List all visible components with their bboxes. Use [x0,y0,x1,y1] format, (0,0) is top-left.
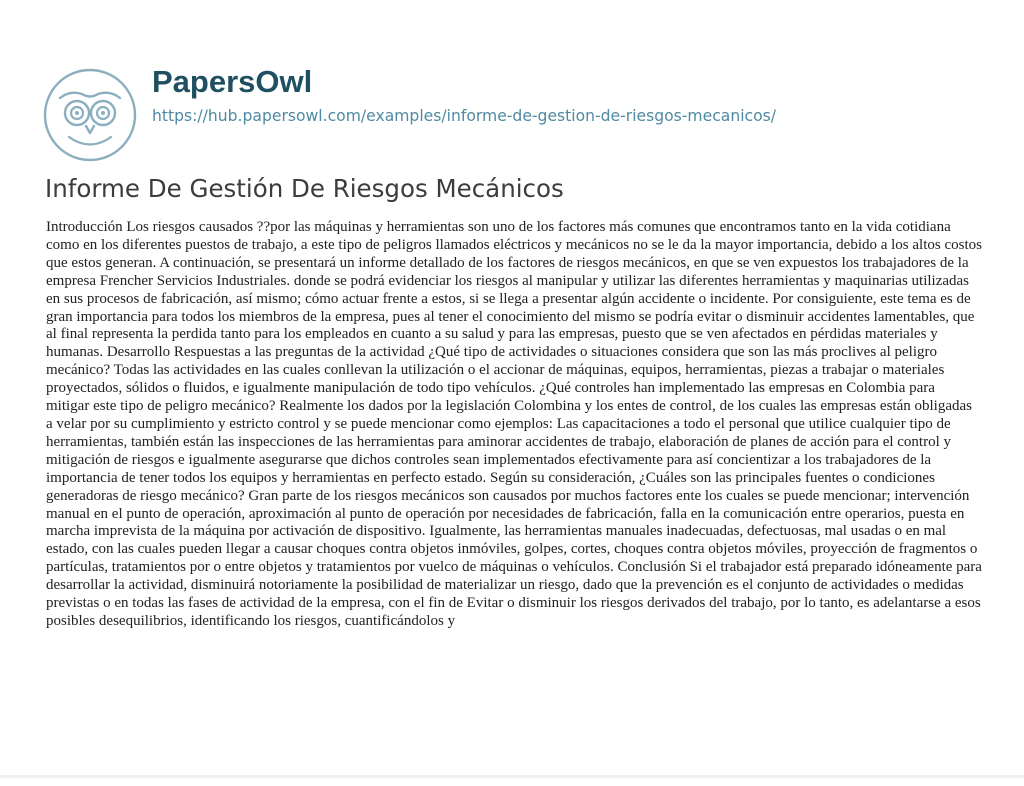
document-title: Informe De Gestión De Riesgos Mecánicos [45,174,564,203]
owl-logo-icon [43,68,137,162]
document-body-text: Introducción Los riesgos causados ??por las máquinas y herramientas son uno de los factores más comunes que encontramos tanto en la vida cotidiana como en los diferentes puestos de trabajo, a este tipo de peligros llamados eléctricos y mecánicos no se le da la mayor importancia, debido a los altos costos que estos generan. A continuación, se presentará un informe detallado de los factores de riesgos mecánicos, en que se ven expuestos los trabajadores de la empresa Frencher Servicios Industriales. donde se podrá evidenciar los riesgos al manipular y utilizar las diferentes herramientas y maquinarias utilizadas en sus procesos de fabricación, así mismo; cómo actuar frente a estos, si se llega a presentar algún accidente o incidente. Por consiguiente, este tema es de gran importancia para todos los miembros de la empresa, pues al tener el conocimiento del mismo se podría evitar o disminuir accidentes lamentables, que al final representa la perdida tanto para los empleados en cuanto a su salud y para las empresas, puesto que se ven afectados en pérdidas materiales y humanas. Desarrollo Respuestas a las preguntas de la actividad ¿Qué tipo de actividades o situaciones considera que son las más proclives al peligro mecánico? Todas las actividades en las cuales conllevan la utilización o el accionar de máquinas, equipos, herramientas, piezas a trabajar o materiales proyectados, sólidos o fluidos, e igualmente manipulación de todo tipo vehículos. ¿Qué controles han implementado las empresas en Colombia para mitigar este tipo de peligro mecánico? Realmente los dados por la legislación Colombina y los entes de control, de los cuales las empresas están obligadas a velar por su cumplimiento y estricto control y se puede mencionar como ejemplos: Las capacitaciones a todo el personal que utilice cualquier tipo de herramientas, también están las inspecciones de las herramientas para aminorar accidentes de trabajo, elaboración de planes de acción para el control y mitigación de riesgos e igualmente asegurarse que dichos controles sean implementados efectivamente para así concientizar a los trabajadores de la importancia de tener todos los equipos y herramientas en perfecto estado. Según su consideración, ¿Cuáles son las principales fuentes o condiciones generadoras de riesgo mecánico? Gran parte de los riesgos mecánicos son causados por muchos factores ente los cuales se puede mencionar; intervención manual en el punto de operación, aproximación al punto de operación por necesidades de fabricación, falla en la comunicación entre operarios, puesta en marcha imprevista de la máquina por activación de dispositivo. Igualmente, las herramientas manuales inadecuadas, defectuosas, mal usadas o en mal estado, con las cuales pueden llegar a causar choques contra objetos inmóviles, golpes, cortes, choques contra objetos móviles, proyección de fragmentos o partículas, tratamientos por o entre objetos y tratamientos por vuelco de máquinas o vehículos. Conclusión Si el trabajador está preparado idóneamente para desarrollar la actividad, disminuirá notoriamente la posibilidad de materializar un riesgo, dado que la prevención es el conjunto de actividades o medidas previstas o en todas las fases de actividad de la empresa, con el fin de Evitar o disminuir los riesgos derivados del trabajo, por lo tanto, es adelantarse a esos posibles desequilibrios, identificando los riesgos, cuantificándolos y [46,219,982,629]
site-header [43,50,983,160]
source-url-link[interactable]: https://hub.papersowl.com/examples/informe-de-gestion-de-riesgos-mecanicos/ [152,107,777,125]
footer-divider [0,775,1024,778]
brand-name: PapersOwl [152,64,313,99]
